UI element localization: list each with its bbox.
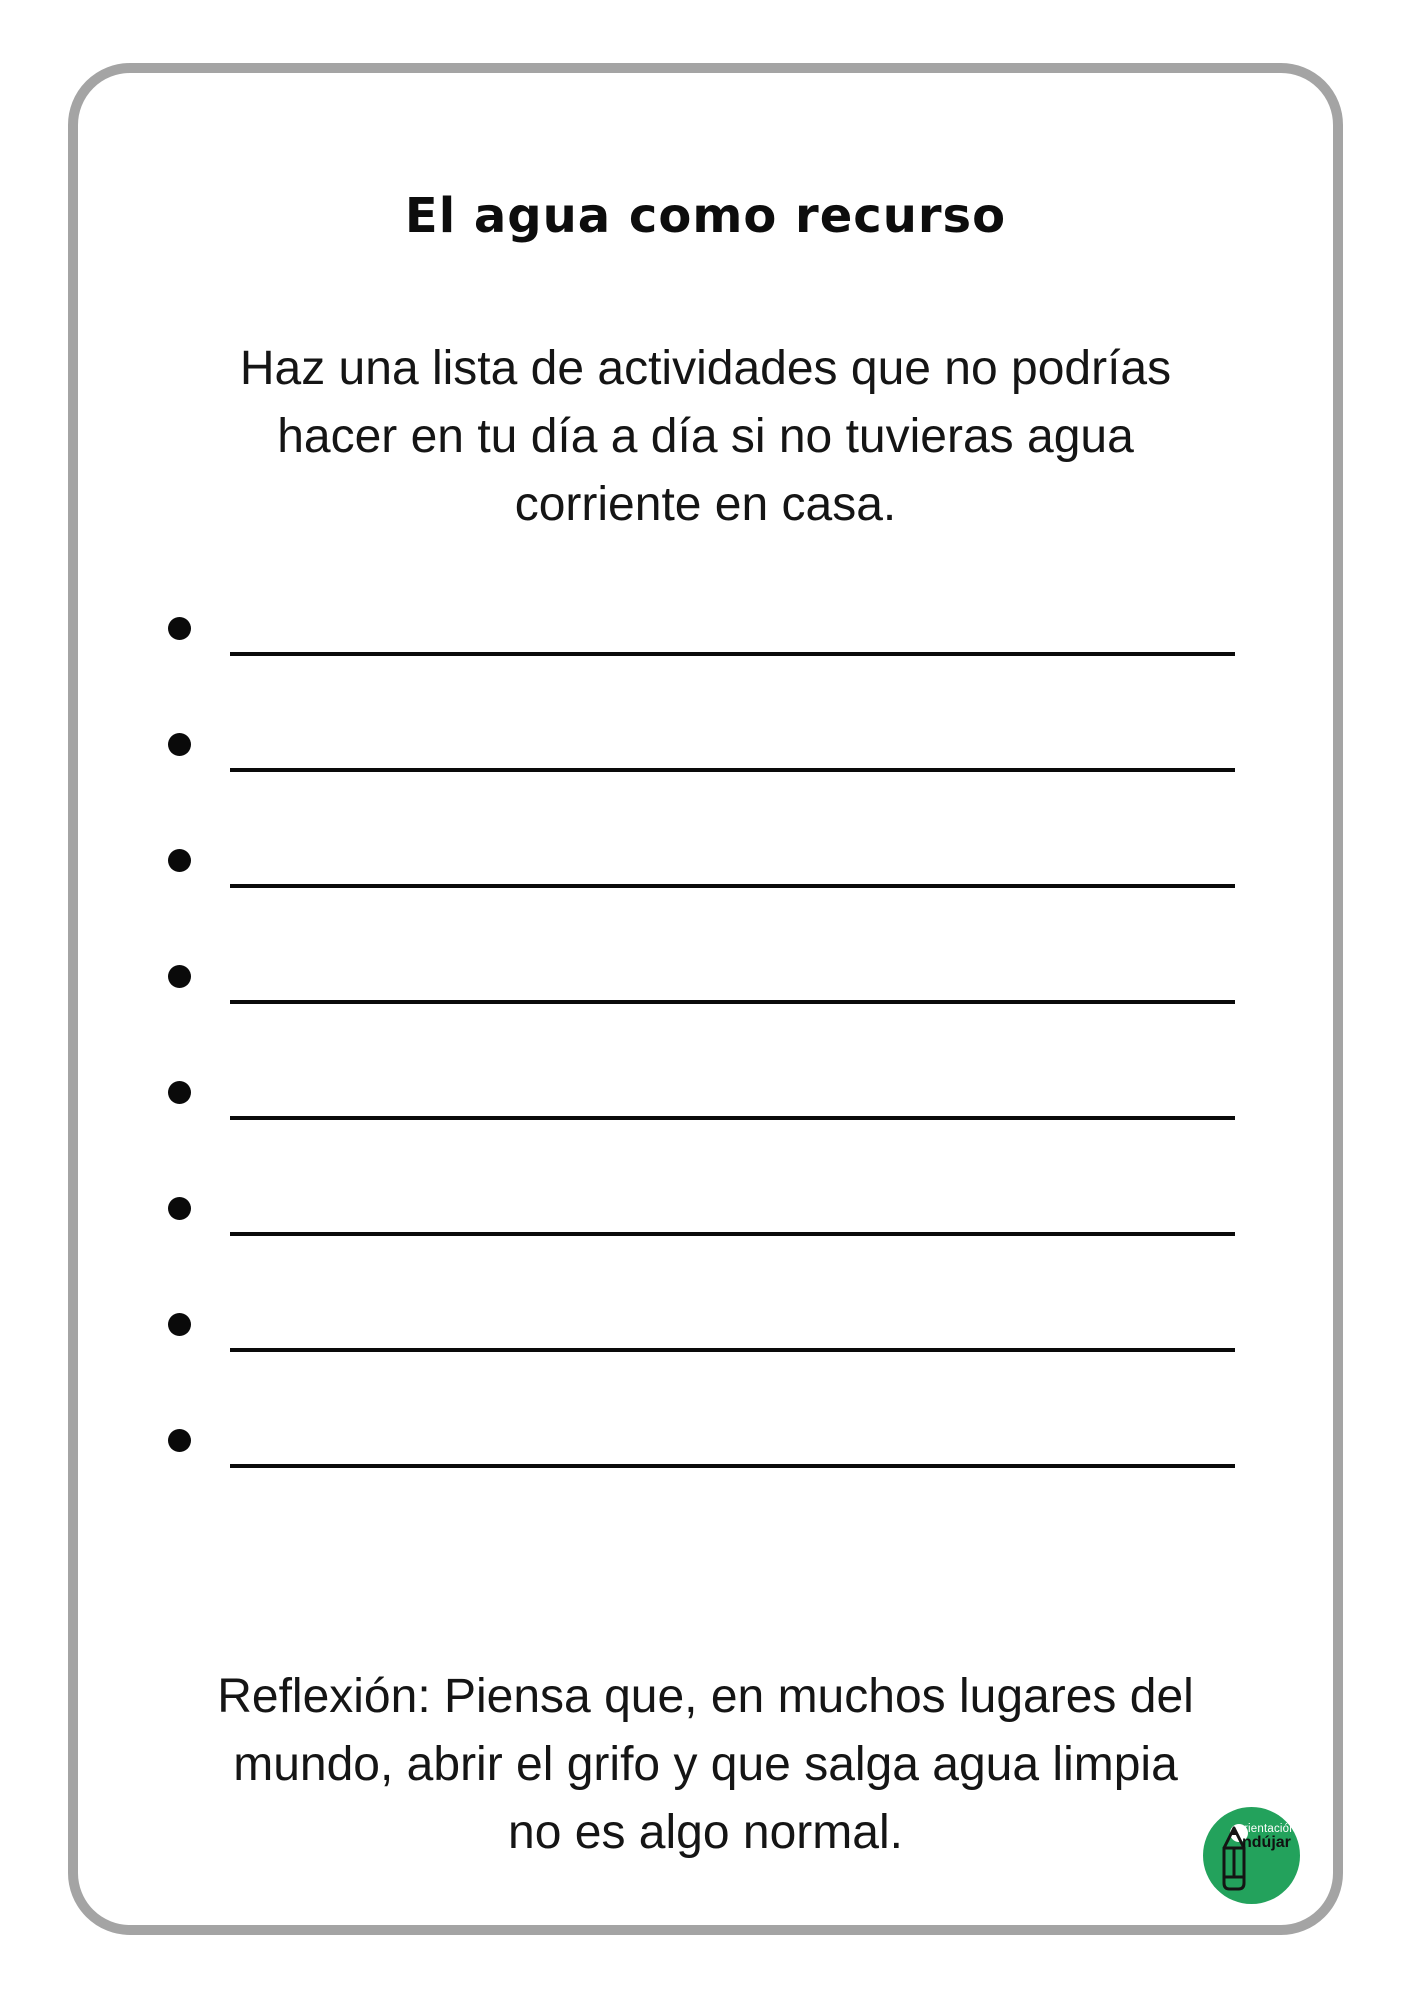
answer-blank-line [230, 1232, 1235, 1236]
answer-row [78, 733, 1333, 813]
bullet-dot [168, 617, 191, 640]
reflection-line: Reflexión: Piensa que, en muchos lugares del [217, 1670, 1194, 1723]
answer-list [78, 73, 1333, 1925]
answer-row [78, 1197, 1333, 1277]
reflection-text [96, 1663, 1316, 1867]
answer-blank-line [230, 768, 1235, 772]
instructions-line: corriente en casa. [514, 478, 897, 531]
brand-name-top: rientación [1244, 1823, 1296, 1835]
bullet-dot [168, 1429, 191, 1452]
answer-row [78, 1313, 1333, 1393]
answer-blank-line [230, 1464, 1235, 1468]
answer-row [78, 965, 1333, 1045]
answer-blank-line [230, 1000, 1235, 1004]
answer-blank-line [230, 1348, 1235, 1352]
bullet-dot [168, 1197, 191, 1220]
answer-row [78, 849, 1333, 929]
brand-name-bottom: ndújar [1242, 1834, 1291, 1851]
brand-logo [1203, 1807, 1300, 1904]
answer-row [78, 1429, 1333, 1509]
reflection-line: no es algo normal. [508, 1806, 903, 1859]
bullet-dot [168, 965, 191, 988]
answer-blank-line [230, 1116, 1235, 1120]
bullet-dot [168, 849, 191, 872]
bullet-dot [168, 733, 191, 756]
bullet-dot [168, 1081, 191, 1104]
reflection-line: mundo, abrir el grifo y que salga agua limpia [233, 1738, 1178, 1791]
answer-row [78, 1081, 1333, 1161]
worksheet-card [68, 63, 1343, 1935]
bullet-dot [168, 1313, 191, 1336]
page-title: El agua como recurso [404, 188, 1007, 244]
instructions-line: Haz una lista de actividades que no podrías [239, 342, 1172, 395]
instructions-line: hacer en tu día a día si no tuvieras agua [277, 410, 1134, 463]
answer-row [78, 617, 1333, 697]
answer-blank-line [230, 652, 1235, 656]
answer-blank-line [230, 884, 1235, 888]
pencil-icon [1203, 1807, 1300, 1904]
